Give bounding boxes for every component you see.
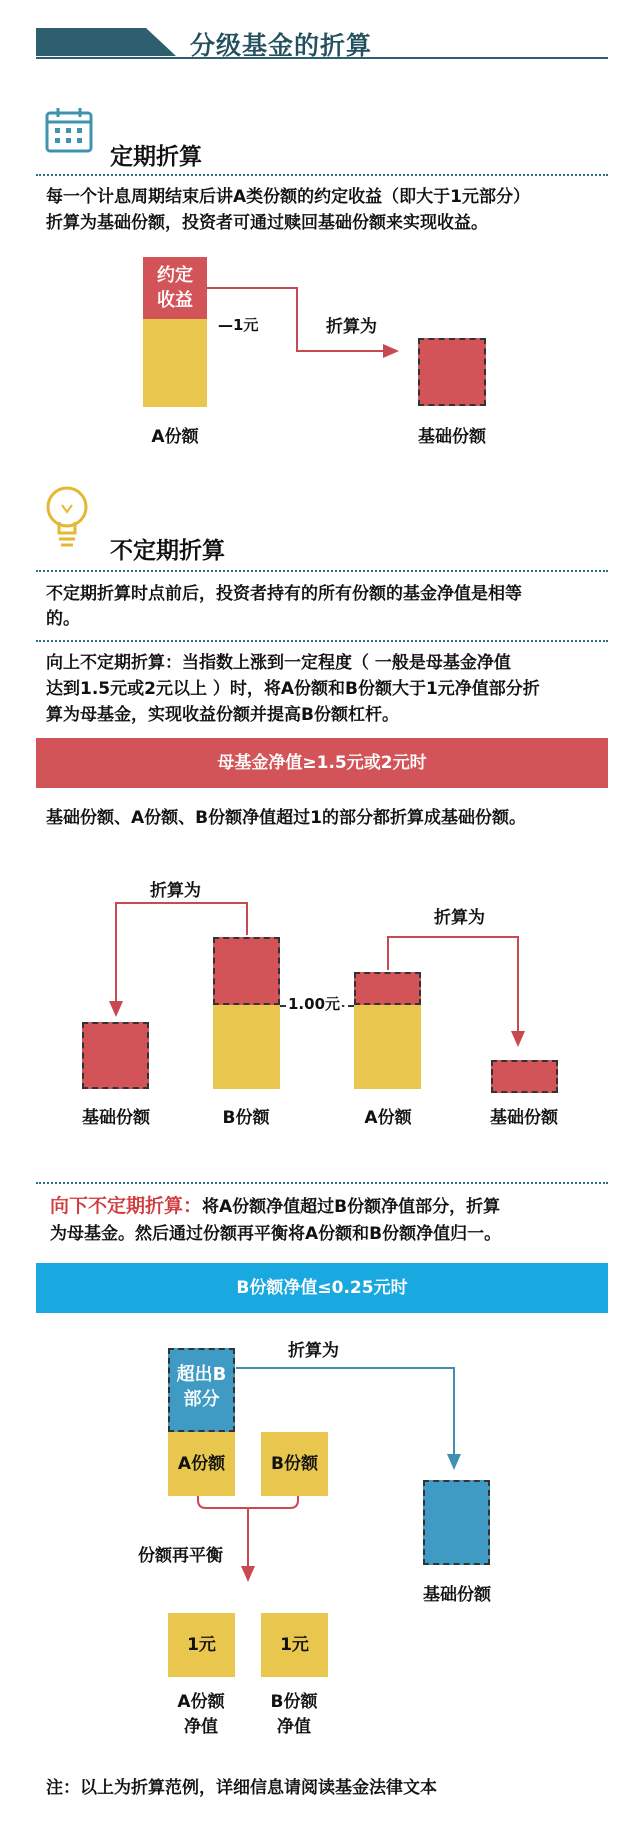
section1-heading: 定期折算	[110, 144, 202, 170]
nav-marker: 1.00元	[288, 995, 341, 1013]
downward-title: 向下不定期折算：	[50, 1195, 203, 1217]
base-share-box-right	[491, 1060, 558, 1093]
excess-b-line2: 部分	[183, 1389, 220, 1410]
b-share-box: B份额	[261, 1432, 328, 1496]
a-nav-label	[166, 1690, 236, 1740]
band-description: 基础份额、A份额、B份额净值超过1的部分都折算成基础份额。	[46, 808, 526, 828]
section2-heading: 不定期折算	[110, 538, 225, 564]
divider	[36, 640, 608, 642]
base-share-label-right: 基础份额	[490, 1108, 558, 1128]
a-nav-label-line2: 净值	[184, 1717, 218, 1737]
section1-paragraph-2: 折算为基础份额，投资者可通过赎回基础份额来实现收益。	[46, 213, 488, 233]
excess-b-line1: 超出B	[176, 1364, 227, 1385]
page-title: 分级基金的折算	[190, 31, 373, 60]
b-share-excess-box	[213, 937, 280, 1005]
a-nav-label-line1: A份额	[177, 1692, 225, 1712]
conversion-arrow	[207, 280, 407, 360]
agreed-return-line1: 约定	[157, 265, 193, 286]
a-share-label: A份额	[364, 1108, 412, 1128]
upward-paragraph-3: 算为母基金，实现收益份额并提高B份额杠杆。	[46, 705, 399, 725]
b-share-base-box	[213, 1005, 280, 1089]
base-share-label: 基础份额	[423, 1585, 491, 1605]
base-share-box-left	[82, 1022, 149, 1089]
rebalance-label: 份额再平衡	[138, 1546, 223, 1566]
divider	[36, 174, 608, 176]
excess-b-box	[168, 1348, 235, 1432]
agreed-return-box	[143, 257, 207, 319]
parent-fund-band: 母基金净值≥1.5元或2元时	[36, 738, 608, 788]
b-nav-label-line2: 净值	[277, 1717, 311, 1737]
a-share-label: A份额	[151, 427, 199, 447]
footnote: 注：以上为折算范例，详细信息请阅读基金法律文本	[46, 1778, 437, 1798]
b-nav-box: 1元	[261, 1613, 328, 1677]
agreed-return-line2: 收益	[157, 290, 193, 311]
upward-paragraph-2: 达到1.5元或2元以上 ）时，将A份额和B份额大于1元净值部分折	[46, 679, 540, 699]
a-share-excess-box	[354, 972, 421, 1005]
section2-paragraph-2: 的。	[46, 609, 80, 629]
convert-label: 折算为	[288, 1341, 339, 1361]
one-yuan-marker: —1元	[218, 316, 259, 334]
a-nav-box: 1元	[168, 1613, 235, 1677]
conversion-arrows	[100, 895, 560, 1055]
divider	[36, 570, 608, 572]
b-share-label: B份额	[222, 1108, 270, 1128]
a-share-base-box	[354, 1005, 421, 1089]
base-share-label-left: 基础份额	[82, 1108, 150, 1128]
downward-paragraph-1	[50, 1193, 500, 1221]
base-share-box	[418, 338, 486, 406]
upward-paragraph-1: 向上不定期折算：当指数上涨到一定程度（ 一般是母基金净值	[46, 653, 511, 673]
calendar-icon	[44, 105, 94, 155]
downward-paragraph-2: 为母基金。然后通过份额再平衡将A份额和B份额净值归一。	[50, 1224, 502, 1244]
base-share-label: 基础份额	[418, 427, 486, 447]
convert-label-right: 折算为	[434, 908, 485, 928]
section2-paragraph-1: 不定期折算时点前后，投资者持有的所有份额的基金净值是相等	[46, 584, 522, 604]
base-share-box	[423, 1480, 490, 1565]
convert-label-left: 折算为	[150, 881, 201, 901]
divider	[36, 1182, 608, 1184]
section1-paragraph-1: 每一个计息周期结束后讲A类份额的约定收益（即大于1元部分）	[46, 187, 530, 207]
b-nav-label-line1: B份额	[270, 1692, 318, 1712]
convert-label: 折算为	[326, 317, 377, 337]
downward-text: 将A份额净值超过B份额净值部分，折算	[202, 1197, 501, 1217]
b-share-band: B份额净值≤0.25元时	[36, 1263, 608, 1313]
lightbulb-icon	[44, 485, 90, 555]
a-share-base-box	[143, 319, 207, 407]
b-nav-label	[259, 1690, 329, 1740]
a-share-box: A份额	[168, 1432, 235, 1496]
